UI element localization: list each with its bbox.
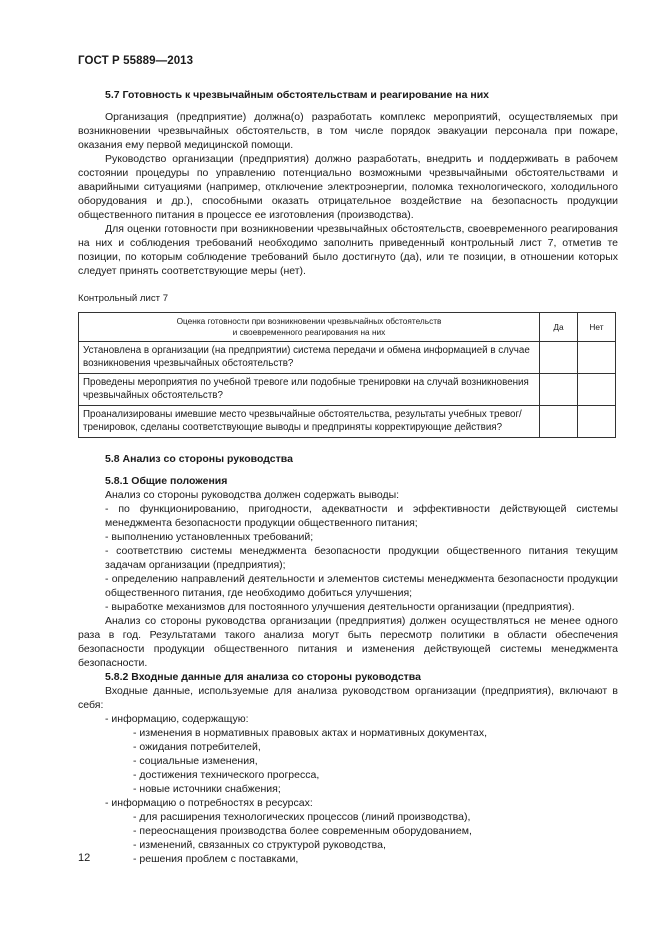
page-number: 12	[78, 852, 91, 864]
list-group-title: - информацию о потребностях в ресурсах:	[105, 797, 313, 809]
list-subitem: - новые источники снабжения;	[133, 783, 281, 795]
table-row-question: Установлена в организации (на предприятии) система передачи и обмена информацией в случае возникновения чрезвычайных обстоятельств?	[79, 342, 540, 374]
table-row	[79, 406, 616, 438]
section-title-5-8: 5.8 Анализ со стороны руководства	[105, 453, 293, 465]
list-group-title: - информацию, содержащую:	[105, 713, 249, 725]
section-title-5-7: 5.7 Готовность к чрезвычайным обстоятельствам и реагирование на них	[105, 89, 489, 101]
no-checkbox-cell[interactable]	[578, 406, 616, 438]
paragraph: Анализ со стороны руководства организации (предприятия) должен осуществляться не менее одного раза в год. Результатами такого анализа могут быть пересмотр политики в области обеспечения безопасности продукции общественного питания и изменения действующей системы менеджмента безопасности.	[78, 615, 618, 669]
list-subitem: - изменений, связанных со структурой руководства,	[133, 839, 386, 851]
list-item: - выработке механизмов для постоянного улучшения деятельности организации (предприятия).	[105, 601, 575, 613]
table-row	[79, 374, 616, 406]
no-checkbox-cell[interactable]	[578, 342, 616, 374]
checklist-label: Контрольный лист 7	[78, 293, 169, 304]
list-subitem: - для расширения технологических процессов (линий производства),	[133, 811, 471, 823]
list-item: - соответствию системы менеджмента безопасности продукции общественного питания текущим задачам организации (предприятия);	[105, 545, 618, 571]
paragraph: Анализ со стороны руководства должен содержать выводы:	[105, 489, 400, 501]
table-row	[79, 342, 616, 374]
paragraph: Входные данные, используемые для анализа руководством организации (предприятия), включают в себя:	[78, 685, 618, 711]
list-item: - по функционированию, пригодности, адекватности и эффективности действующей системы менеджмента безопасности продукции общественного питания;	[105, 503, 618, 529]
paragraph: Для оценки готовности при возникновении чрезвычайных обстоятельств, своевременного реагирования на них и соблюдения требований необходимо заполнить приведенный контрольный лист 7, отметив те позиции, по которым соблюдение требований было достигнуто (да), или те позиции, в отношении которых следует принять соответствующие меры (нет).	[78, 223, 618, 277]
table-header-question	[79, 313, 540, 342]
table-row-question: Проанализированы имевшие место чрезвычайные обстоятельства, результаты учебных тревог/тренировок, сделаны соответствующие выводы и предприняты корректирующие действия?	[79, 406, 540, 438]
subsection-title-5-8-1: 5.8.1 Общие положения	[105, 475, 228, 487]
list-item: - выполнению установленных требований;	[105, 531, 314, 543]
table-row-question: Проведены мероприятия по учебной тревоге или подобные тренировки на случай возникновения чрезвычайных обстоятельств?	[79, 374, 540, 406]
list-subitem: - ожидания потребителей,	[133, 741, 261, 753]
list-subitem: - достижения технического прогресса,	[133, 769, 320, 781]
yes-checkbox-cell[interactable]	[540, 374, 578, 406]
table-header-line: и своевременного реагирования на них	[232, 327, 386, 337]
table-header-yes: Да	[540, 313, 578, 342]
list-subitem: - решения проблем с поставками,	[133, 853, 299, 865]
document-header: ГОСТ Р 55889—2013	[78, 55, 194, 67]
list-subitem: - социальные изменения,	[133, 755, 258, 767]
table-header-line: Оценка готовности при возникновении чрезвычайных обстоятельств	[176, 316, 442, 326]
list-subitem: - изменения в нормативных правовых актах и нормативных документах,	[133, 727, 488, 739]
yes-checkbox-cell[interactable]	[540, 406, 578, 438]
no-checkbox-cell[interactable]	[578, 374, 616, 406]
paragraph: Руководство организации (предприятия) должно разработать, внедрить и поддерживать в рабочем состоянии процедуры по управлению потенциально возможными чрезвычайными обстоятельствами и аварийными ситуациями (например, отключение электроэнергии, поломка технологического, холодильного оборудования и др.), способными оказать отрицательное воздействие на безопасность продукции общественного питания в процессе ее изготовления (производства).	[78, 153, 618, 221]
paragraph: Организация (предприятие) должна(о) разработать комплекс мероприятий, осуществляемых при возникновении чрезвычайных обстоятельств, в том числе порядок эвакуации персонала при пожаре, оказания ему первой медицинской помощи.	[78, 111, 618, 151]
yes-checkbox-cell[interactable]	[540, 342, 578, 374]
table-header-row	[79, 313, 616, 342]
page-content	[78, 88, 618, 866]
checklist-table	[78, 312, 616, 438]
list-subitem: - переоснащения производства более современным оборудованием,	[133, 825, 472, 837]
subsection-title-5-8-2: 5.8.2 Входные данные для анализа со стороны руководства	[105, 671, 421, 683]
list-item: - определению направлений деятельности и элементов системы менеджмента безопасности продукции общественного питания, где необходимо добиться улучшения;	[105, 573, 618, 599]
table-header-no: Нет	[578, 313, 616, 342]
